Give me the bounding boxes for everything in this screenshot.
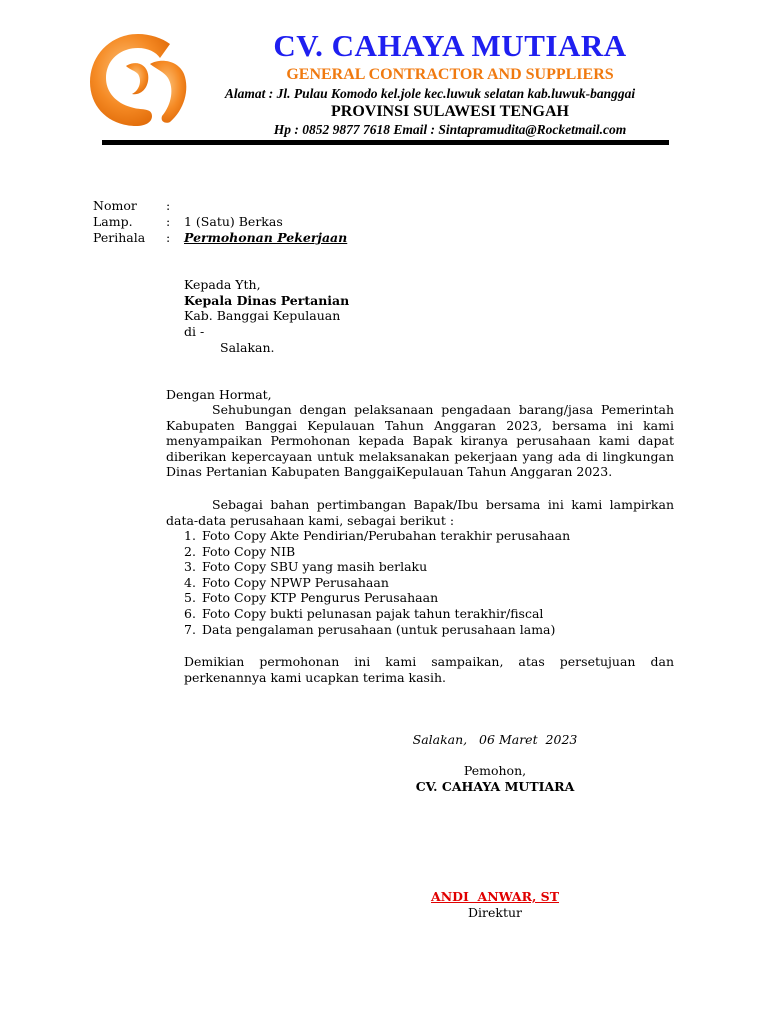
company-contact: Hp : 0852 9877 7618 Email : Sintapramudita@Rocketmail.com bbox=[273, 122, 627, 137]
lamp-value: 1 (Satu) Berkas bbox=[184, 214, 283, 229]
signer-name: ANDI ANWAR, ST bbox=[431, 889, 559, 904]
body-paragraph-2: Sebagai bahan pertimbangan Bapak/Ibu bersama ini kami lampirkan data-data perusahaan kami, sebagai berikut : bbox=[166, 497, 674, 528]
nomor-separator: : bbox=[166, 198, 171, 213]
list-item: 2. Foto Copy NIB bbox=[184, 543, 296, 559]
attachment-list bbox=[184, 528, 570, 637]
perihal-value: Permohonan Pekerjaan bbox=[184, 230, 348, 245]
place-date: Salakan, 06 Maret 2023 bbox=[412, 732, 578, 747]
company-tagline: GENERAL CONTRACTOR AND SUPPLIERS bbox=[286, 66, 614, 83]
recipient-greeting: Kepada Yth, bbox=[184, 277, 261, 292]
perihal-separator: : bbox=[166, 230, 171, 245]
company-name: CV. CAHAYA MUTIARA bbox=[273, 28, 627, 63]
company-address: Alamat : Jl. Pulau Komodo kel.jole kec.luwuk selatan kab.luwuk-banggai bbox=[224, 86, 636, 101]
lamp-label: Lamp. bbox=[93, 214, 133, 229]
company-logo bbox=[86, 30, 190, 130]
list-item: 7. Data pengalaman perusahaan (untuk perusahaan lama) bbox=[184, 621, 556, 637]
list-item: 4. Foto Copy NPWP Perusahaan bbox=[184, 574, 389, 590]
closing-paragraph: Demikian permohonan ini kami sampaikan, atas persetujuan dan perkenannya kami ucapkan terima kasih. bbox=[184, 654, 674, 685]
lamp-separator: : bbox=[166, 214, 171, 229]
company-province: PROVINSI SULAWESI TENGAH bbox=[331, 103, 569, 120]
list-item: 3. Foto Copy SBU yang masih berlaku bbox=[184, 559, 428, 575]
recipient-region: Kab. Banggai Kepulauan bbox=[184, 308, 341, 323]
applicant-company: CV. CAHAYA MUTIARA bbox=[415, 779, 575, 794]
list-item: 5. Foto Copy KTP Pengurus Perusahaan bbox=[184, 590, 439, 606]
recipient-di: di - bbox=[184, 324, 205, 339]
letterhead-divider bbox=[102, 140, 669, 145]
nomor-label: Nomor bbox=[93, 198, 137, 213]
signer-title: Direktur bbox=[467, 905, 523, 920]
list-item: 1. Foto Copy Akte Pendirian/Perubahan terakhir perusahaan bbox=[184, 528, 571, 543]
list-item: 6. Foto Copy bukti pelunasan pajak tahun terakhir/fiscal bbox=[184, 605, 544, 621]
body-paragraph-1: Sehubungan dengan pelaksanaan pengadaan barang/jasa Pemerintah Kabupaten Banggai Kepulauan Tahun Anggaran 2023, bersama ini kami menyampaikan Permohonan kepada Bapak kiranya perusahaan kami dapat diberikan kepercayaan untuk melaksanakan pekerjaan yang ada di lingkungan Dinas Pertanian Kabupaten BanggaiKepulauan Tahun Anggaran 2023. bbox=[166, 402, 674, 480]
recipient-city: Salakan. bbox=[220, 340, 275, 355]
letter-salutation: Dengan Hormat, bbox=[166, 387, 272, 402]
perihal-label: Perihala bbox=[93, 230, 146, 245]
applicant-label: Pemohon, bbox=[463, 763, 527, 778]
recipient-name: Kepala Dinas Pertanian bbox=[184, 293, 350, 308]
